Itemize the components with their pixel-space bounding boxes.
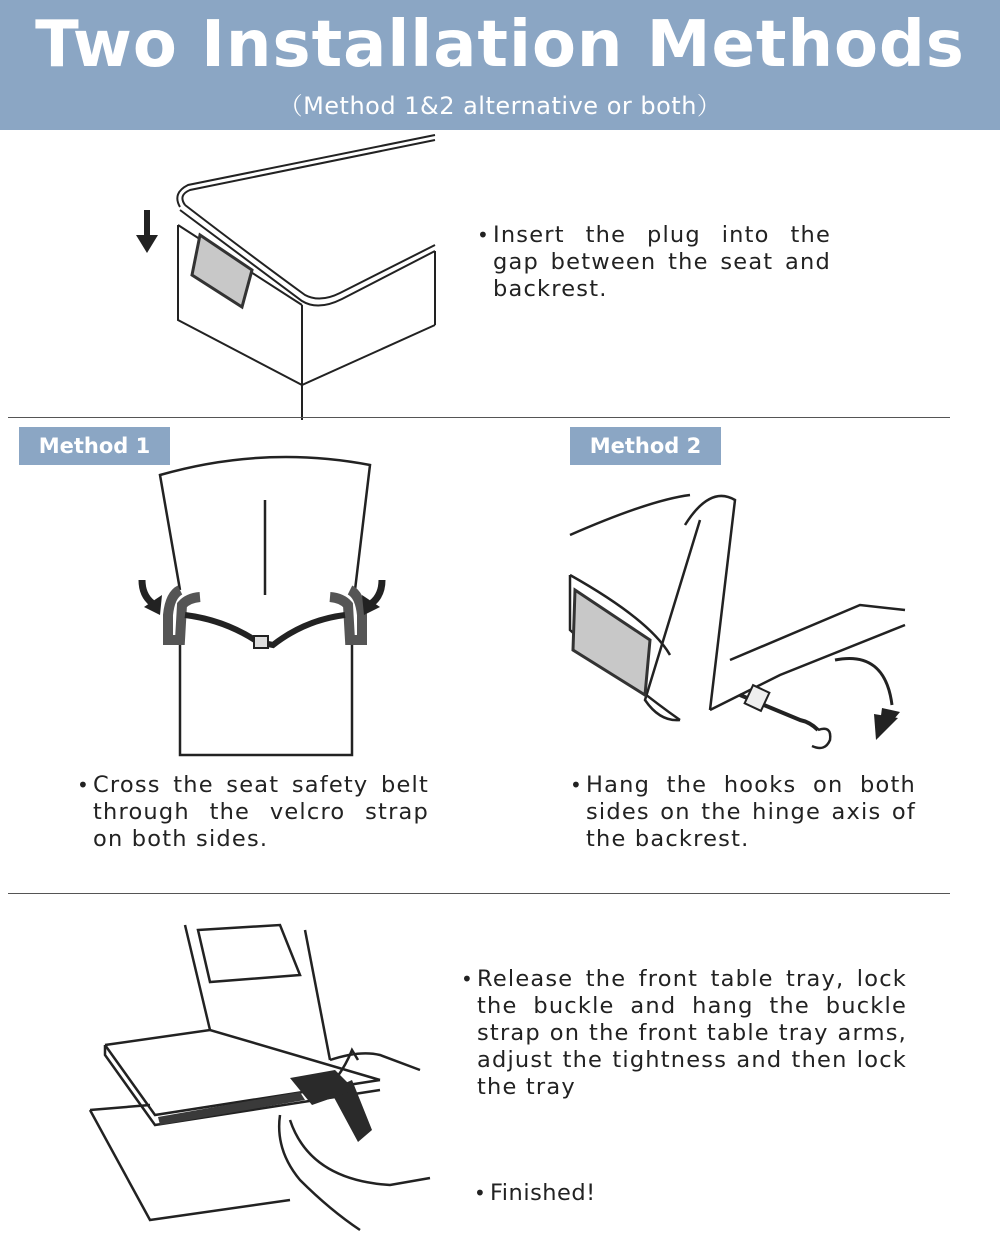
step-insert-text <box>477 222 831 303</box>
step-release-text <box>461 966 907 1101</box>
bullet-glyph: • <box>77 773 90 797</box>
step-insert-label: Insert the plug into the gap between the seat and backrest. <box>493 222 831 302</box>
divider-1 <box>8 417 950 418</box>
method-1-label: Cross the seat safety belt through the velcro strap on both sides. <box>93 772 429 852</box>
bullet-glyph: • <box>461 967 474 991</box>
arrow-down-icon <box>136 210 158 253</box>
curved-arrow-right-icon <box>362 580 382 615</box>
divider-2 <box>8 893 950 894</box>
method-2-label: Hang the hooks on both sides on the hinge axis of the backrest. <box>586 772 916 852</box>
bullet-glyph: • <box>474 1181 487 1205</box>
buckle-strap <box>158 1092 305 1125</box>
plug-insert-illustration <box>130 135 450 425</box>
plug-shape <box>192 235 252 307</box>
method-2-badge: Method 2 <box>570 427 721 465</box>
title-banner <box>0 0 1000 130</box>
tray-lock-illustration <box>90 920 440 1240</box>
step-finished-text <box>474 1180 690 1207</box>
belt-buckle <box>254 636 268 648</box>
method-1-text <box>77 772 429 853</box>
bullet-glyph: • <box>570 773 583 797</box>
step-release-label: Release the front table tray, lock the buckle and hang the buckle strap on the front table tray arms, adjust the tightness and then lock the tray <box>477 966 907 1100</box>
hook-hinge-illustration <box>570 490 910 760</box>
hook-icon <box>812 729 830 748</box>
method-2-text <box>570 772 916 853</box>
page-subtitle: （Method 1&2 alternative or both） <box>278 92 722 120</box>
method-1-badge: Method 1 <box>19 427 170 465</box>
seat-belt-illustration <box>130 455 400 760</box>
curved-arrow-left-icon <box>142 580 162 615</box>
plug-shape <box>573 590 650 695</box>
page-title: Two Installation Methods <box>35 8 965 82</box>
curved-arrow-down-icon <box>835 658 900 740</box>
bullet-glyph: • <box>477 223 490 247</box>
step-finished-label: Finished! <box>490 1180 596 1206</box>
